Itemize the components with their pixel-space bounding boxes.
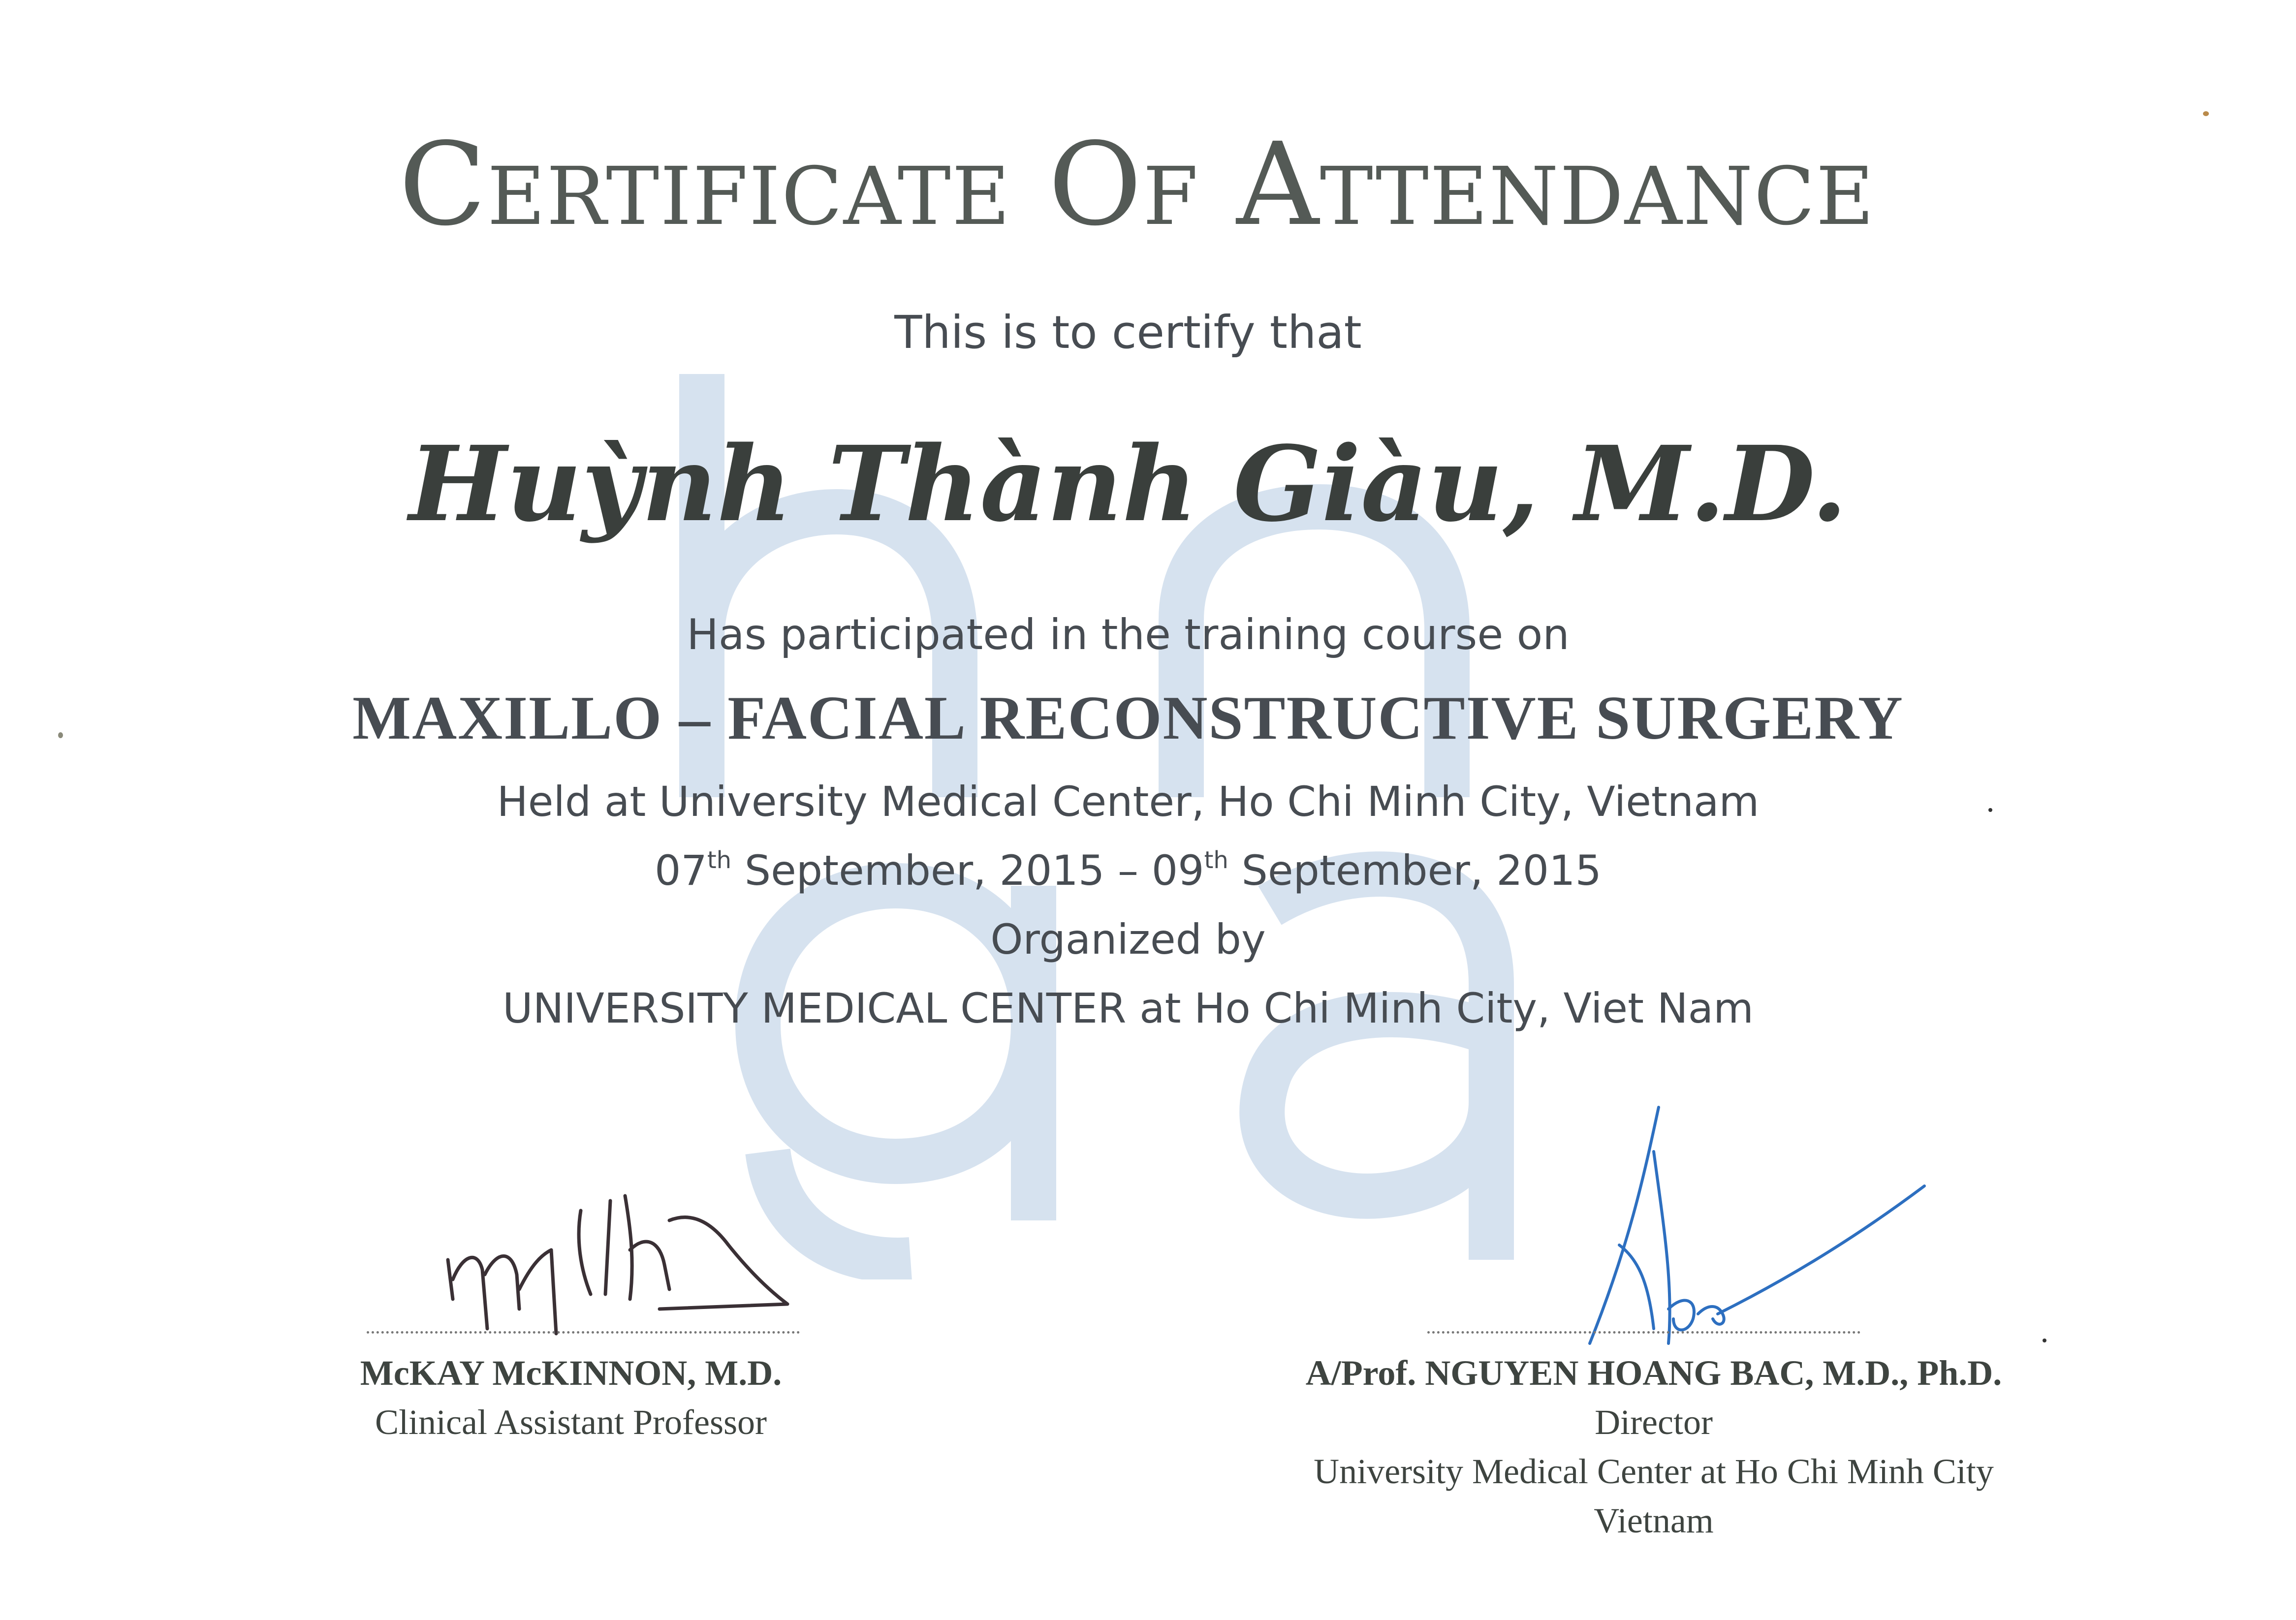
right-signature-line (1427, 1331, 1860, 1334)
right-signatory-title: Director (1595, 1402, 1713, 1442)
course-title: MAXILLO – FACIAL RECONSTRUCTIVE SURGERY (352, 684, 1904, 752)
venue-text: Held at University Medical Center, Ho Chi Minh City, Vietnam (497, 778, 1760, 826)
certificate-title: Certificate Of Attendance (399, 118, 1875, 251)
organized-by-label: Organized by (990, 915, 1266, 964)
organizer-name: UNIVERSITY MEDICAL CENTER at Ho Chi Minh City, Viet Nam (503, 984, 1754, 1032)
scan-speck (1988, 808, 1992, 812)
left-signature-line (367, 1331, 800, 1334)
start-day-suffix: th (707, 846, 732, 874)
end-day: 09 (1151, 846, 1204, 895)
right-signatory-institution: University Medical Center at Ho Chi Minh City (1314, 1452, 1994, 1491)
left-signature (433, 1181, 807, 1343)
scan-speck (58, 732, 63, 738)
right-signatory-country: Vietnam (1594, 1501, 1714, 1540)
start-month-year: September, 2015 – (731, 846, 1152, 895)
end-month-year: September, 2015 (1228, 846, 1602, 895)
right-signature (1570, 1097, 1934, 1353)
left-signatory-name: McKAY McKINNON, M.D. (360, 1353, 782, 1393)
scan-speck (2043, 1339, 2046, 1342)
left-signatory (315, 1348, 827, 1447)
left-signatory-title: Clinical Assistant Professor (375, 1402, 767, 1442)
recipient-name: Huỳnh Thành Giàu, M.D. (409, 423, 1848, 545)
right-signatory-name: A/Prof. NGUYEN HOANG BAC, M.D., Ph.D. (1305, 1353, 2002, 1393)
scan-speck (2203, 111, 2209, 116)
participation-text: Has participated in the training course on (687, 610, 1570, 659)
intro-text: This is to certify that (894, 306, 1362, 359)
end-day-suffix: th (1204, 846, 1228, 874)
start-day: 07 (654, 846, 707, 895)
right-signatory (1191, 1348, 2116, 1545)
course-dates (0, 846, 2256, 895)
